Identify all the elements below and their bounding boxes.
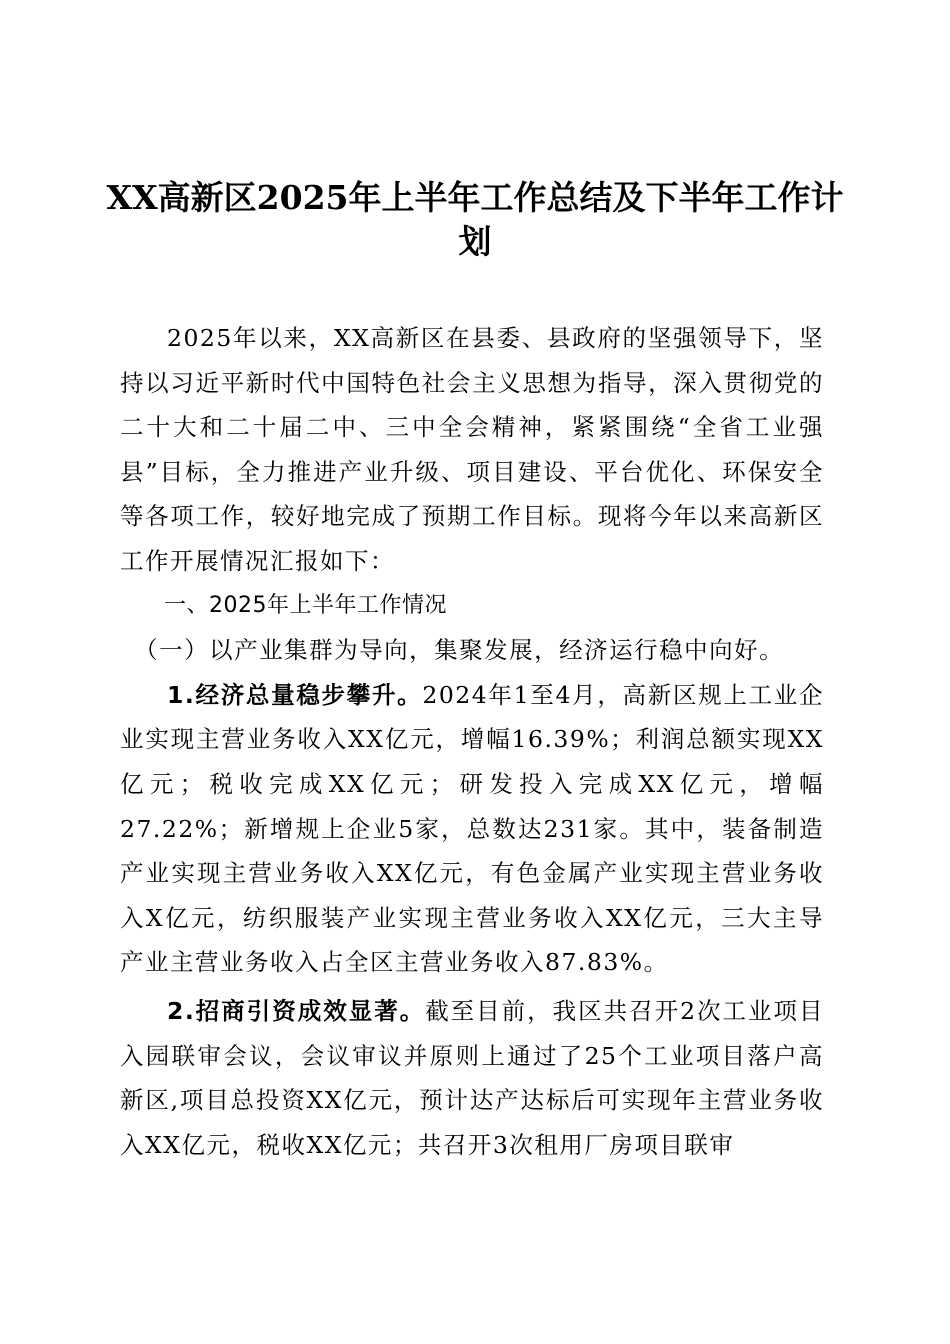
document-body — [120, 316, 824, 1167]
item-2-text: 截至目前，我区共召开2次工业项目入园联审会议，会议审议并原则上通过了25个工业项目落户高新区,项目总投资XX亿元，预计达产达标后可实现年主营业务收入XX亿元，税收XX亿元；共召开3次租用厂房项目联审 — [120, 996, 824, 1159]
item-1-text: 2024年1至4月，高新区规上工业企业实现主营业务收入XX亿元，增幅16.39%；利润总额实现XX亿元；税收完成XX亿元；研发投入完成XX亿元，增幅27.22%；新增规上企业5家，总数达231家。其中，装备制造产业实现主营业务收入XX亿元，有色金属产业实现主营业务收入X亿元，纺织服装产业实现主营业务收入XX亿元，三大主导产业主营业务收入占全区主营业务收入87.83%。 — [120, 680, 824, 977]
item-1-paragraph — [120, 673, 824, 985]
document-title: XX高新区2025年上半年工作总结及下半年工作计划 — [106, 178, 844, 261]
item-2-paragraph — [120, 989, 824, 1167]
item-2-lead: 2.招商引资成效显著。 — [167, 996, 426, 1025]
item-1-lead: 1.经济总量稳步攀升。 — [167, 680, 423, 709]
subsection-heading: （一）以产业集群为导向，集聚发展，经济运行稳中向好。 — [134, 636, 785, 665]
section-heading: 一、2025年上半年工作情况 — [164, 592, 447, 618]
intro-paragraph: 2025年以来，XX高新区在县委、县政府的坚强领导下，坚持以习近平新时代中国特色社会主义思想为指导，深入贯彻党的二十大和二十届二中、三中全会精神，紧紧围绕“全省工业强县”目标，全力推进产业升级、项目建设、平台优化、环保安全等各项工作，较好地完成了预期工作目标。现将今年以来高新区工作开展情况汇报如下： — [120, 324, 824, 575]
